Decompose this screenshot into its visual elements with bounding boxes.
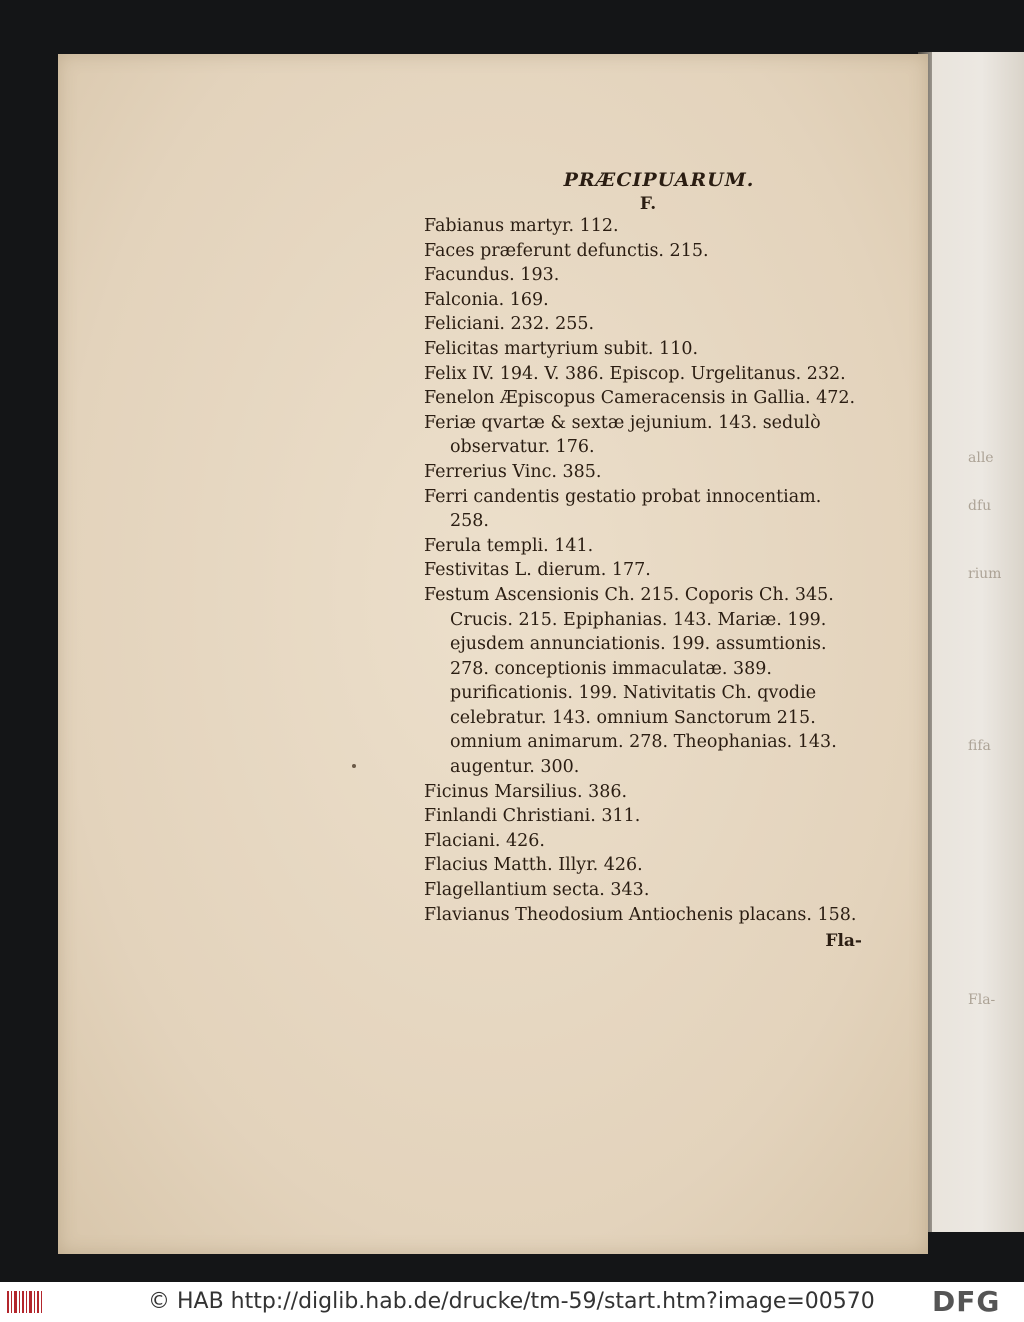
index-entry: Falconia. 169. (424, 289, 549, 310)
copyright-link[interactable]: © HAB http://diglib.hab.de/drucke/tm-59/start.htm?image=00570 (148, 1289, 875, 1314)
facing-fragment: dfu (968, 498, 992, 514)
index-entry: Festum Ascensionis Ch. 215. Coporis Ch. 345. Crucis. 215. Epiphanias. 143. Mariæ. 199. ejusdem annunciationis. 199. assumtionis. 278. conceptionis immaculatæ. 389. purificationis. 199. Nativitatis Ch. qvodie celebratur. 143. omnium Sanctorum 215. omnium animarum. 278. Theophanias. 143. augentur. 300. (424, 584, 837, 778)
dfg-logo[interactable]: DFG (932, 1285, 1001, 1318)
facing-fragment: rium (968, 566, 1002, 582)
section-letter: F. (639, 194, 657, 214)
running-head: PRÆCIPUARUM. (563, 169, 755, 191)
facing-fragment: fifa (968, 738, 991, 754)
hab-barcode-logo-icon[interactable] (6, 1288, 44, 1316)
index-entry: Feliciani. 232. 255. (424, 314, 595, 335)
index-entries (424, 214, 864, 927)
index-entry: Flaciani. 426. (424, 830, 545, 851)
index-entry: Ferrerius Vinc. 385. (424, 461, 602, 482)
index-entry: Ferri candentis gestatio probat innocentiam. 258. (424, 486, 822, 532)
facing-fragment: Fla- (968, 992, 996, 1008)
index-entry: Fabianus martyr. 112. (424, 216, 619, 236)
catchword: Fla- (825, 931, 862, 952)
index-entry: Felix IV. 194. V. 386. Episcop. Urgelitanus. 232. (424, 363, 846, 384)
index-column (424, 166, 864, 951)
index-entry: Felicitas martyrium subit. 110. (424, 338, 699, 359)
ink-speck (352, 764, 356, 768)
index-entry: Facundus. 193. (424, 265, 560, 286)
footer-bar (0, 1282, 1024, 1322)
index-entry: Ficinus Marsilius. 386. (424, 781, 628, 802)
index-entry: Feriæ qvartæ & sextæ jejunium. 143. sedulò observatur. 176. (424, 412, 821, 458)
index-entry: Festivitas L. dierum. 177. (424, 560, 651, 581)
index-entry: Finlandi Christiani. 311. (424, 806, 641, 827)
index-entry: Fenelon Æpiscopus Cameracensis in Gallia. 472. (424, 388, 856, 409)
index-entry: Faces præferunt defunctis. 215. (424, 240, 709, 261)
index-entry: Ferula templi. 141. (424, 535, 594, 556)
facing-fragment: alle (968, 450, 994, 466)
index-entry: Flacius Matth. Illyr. 426. (424, 855, 643, 876)
index-entry: Flavianus Theodosium Antiochenis placans. 158. (424, 904, 857, 925)
index-entry: Flagellantium secta. 343. (424, 880, 650, 901)
facing-page-edge (918, 52, 1024, 1232)
